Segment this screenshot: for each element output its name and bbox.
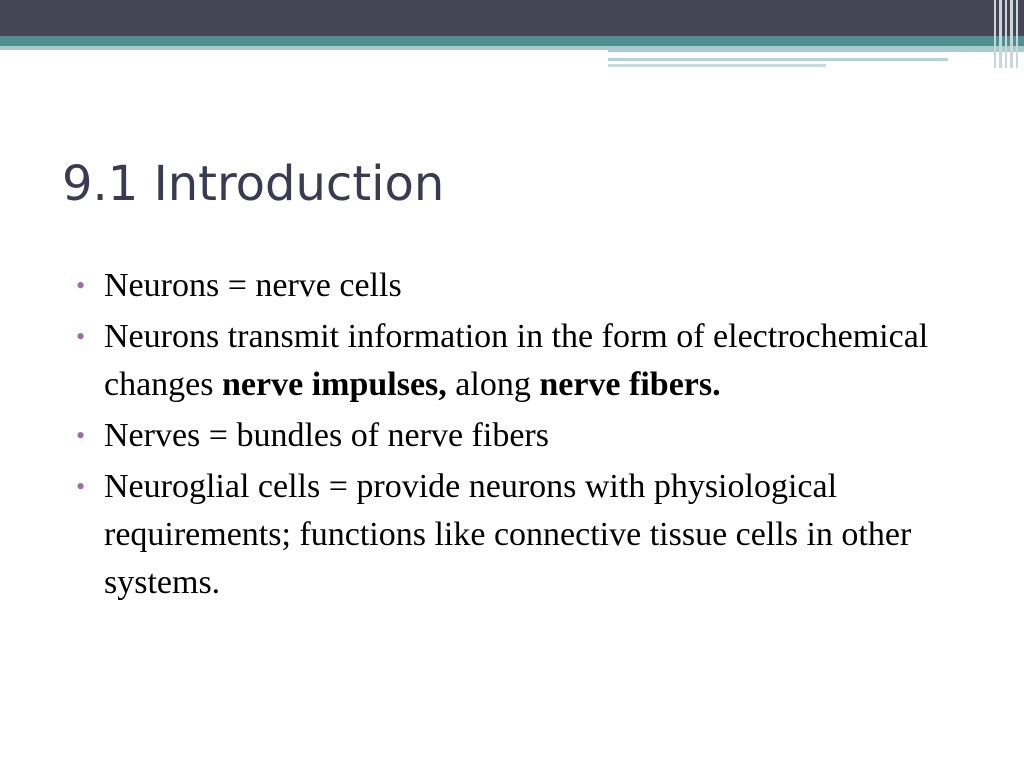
header-band-light-left xyxy=(0,46,608,50)
header-band-teal xyxy=(0,36,1024,46)
bullet-text: Nerves = bundles of nerve fibers xyxy=(104,417,549,454)
bullet-list xyxy=(74,262,934,610)
bullet-bold-term: nerve impulses, xyxy=(222,366,447,403)
bullet-text: Neurons transmit information in the form of electrochemical changes xyxy=(104,318,929,403)
header-band-light-right xyxy=(608,46,1024,52)
bullet-item xyxy=(74,313,934,409)
bullet-item xyxy=(74,412,934,460)
bullet-item xyxy=(74,463,934,607)
slide-title: 9.1 Introduction xyxy=(62,156,445,212)
header-stripe xyxy=(999,0,1001,68)
bullet-text: Neuroglial cells = provide neurons with physiological requirements; functions like connective tissue cells in other systems. xyxy=(104,468,912,601)
header-accent-line-2 xyxy=(608,64,826,67)
header-band-dark xyxy=(0,0,1024,36)
header-stripe xyxy=(1005,0,1007,68)
bullet-dot-icon: • xyxy=(76,271,86,300)
header-stripe xyxy=(994,0,996,68)
bullet-dot-icon: • xyxy=(76,472,86,501)
bullet-bold-term: nerve fibers. xyxy=(539,366,721,403)
header-stripe xyxy=(1010,0,1012,68)
header-stripes xyxy=(994,0,1018,68)
header-accent-line-1 xyxy=(608,58,948,61)
bullet-item xyxy=(74,262,934,310)
bullet-dot-icon: • xyxy=(76,421,86,450)
header-stripe xyxy=(1016,0,1018,68)
bullet-text: along xyxy=(446,366,540,403)
bullet-dot-icon: • xyxy=(76,322,86,351)
bullet-text: Neurons = nerve cells xyxy=(104,267,402,304)
